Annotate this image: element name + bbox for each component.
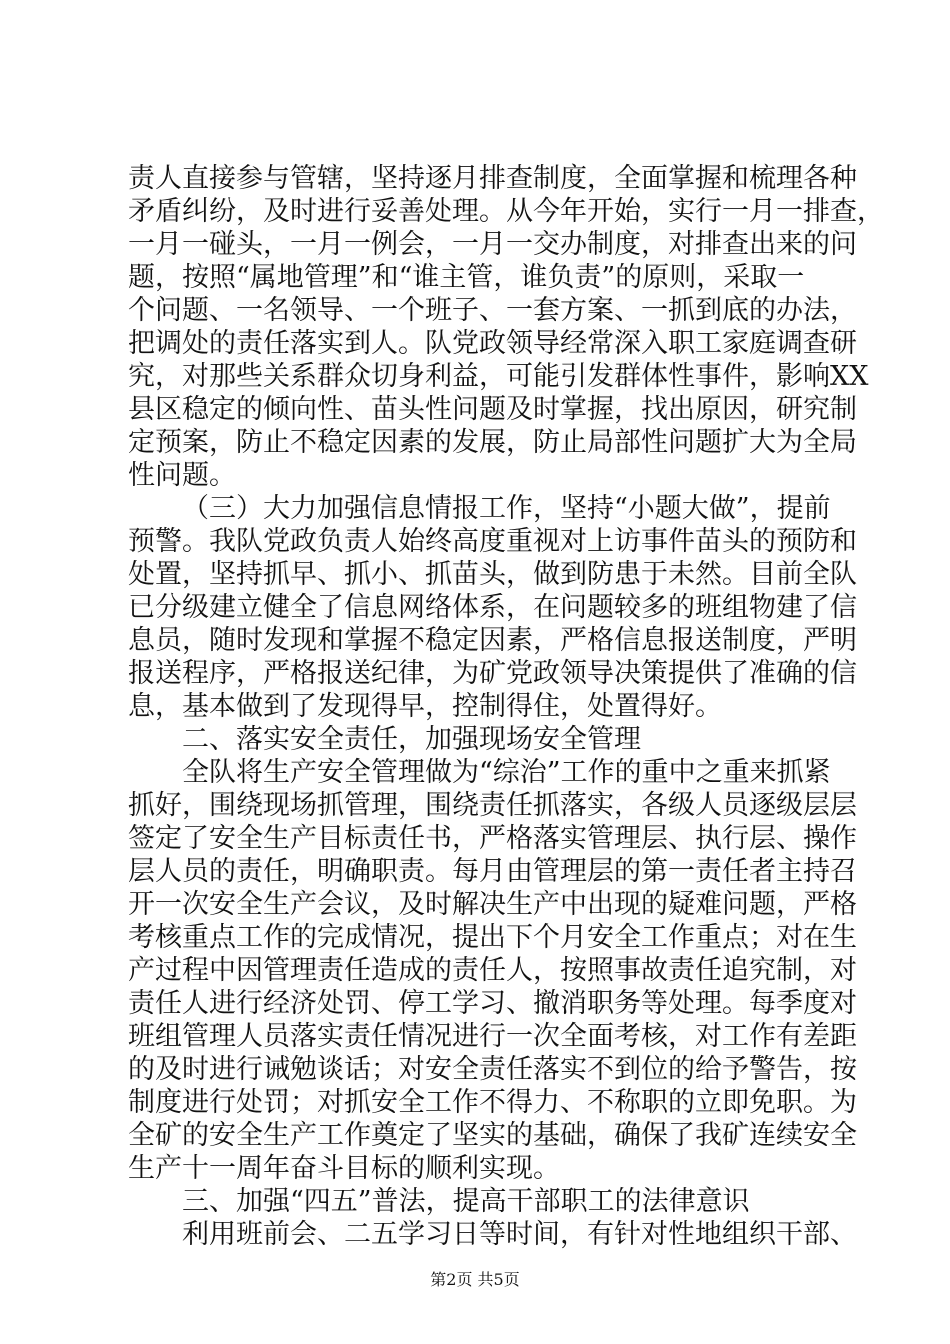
text-line: 已分级建立健全了信息网络体系，在问题较多的班组物建了信 (128, 592, 857, 623)
text-line: 抓好，围绕现场抓管理，围绕责任抓落实，各级人员逐级层层 (128, 790, 857, 821)
page-number: 第2页 共5页 (430, 1270, 520, 1289)
text-line: 报送程序，严格报送纪律，为矿党政领导决策提供了准确的信 (128, 658, 857, 689)
text-line: 产过程中因管理责任造成的责任人，按照事故责任追究制，对 (128, 955, 857, 986)
text-line: 究，对那些关系群众切身利益，可能引发群体性事件，影响XX (128, 361, 869, 392)
text-line: 考核重点工作的完成情况，提出下个月安全工作重点；对在生 (128, 922, 857, 953)
text-line: 责任人进行经济处罚、停工学习、撤消职务等处理。每季度对 (128, 988, 857, 1019)
text-line: 生产十一周年奋斗目标的顺利实现。 (128, 1153, 560, 1184)
text-line: 性问题。 (128, 460, 236, 491)
text-line: 的及时进行诫勉谈话；对安全责任落实不到位的给予警告，按 (128, 1054, 857, 1085)
text-line: 责人直接参与管辖，坚持逐月排查制度，全面掌握和梳理各种 (128, 163, 857, 194)
section-heading-3: （三）大力加强信息情报工作，坚持“小题大做”，提前 (182, 493, 831, 524)
text-line: 定预案，防止不稳定因素的发展，防止局部性问题扩大为全局 (128, 427, 857, 458)
document-body (128, 162, 884, 1251)
text-line: 制度进行处罚；对抓安全工作不得力、不称职的立即免职。为 (128, 1087, 857, 1118)
text-line: 开一次安全生产会议，及时解决生产中出现的疑难问题，严格 (128, 889, 857, 920)
text-line: 层人员的责任，明确职责。每月由管理层的第一责任者主持召 (128, 856, 857, 887)
text-line: 个问题、一名领导、一个班子、一套方案、一抓到底的办法， (128, 295, 857, 326)
section-heading-2: 二、落实安全责任，加强现场安全管理 (182, 724, 641, 755)
text-line: 班组管理人员落实责任情况进行一次全面考核，对工作有差距 (128, 1021, 857, 1052)
paragraph-start: 全队将生产安全管理做为“综治”工作的重中之重来抓紧 (182, 757, 831, 788)
page-footer (0, 1270, 950, 1290)
text-line: 处置，坚持抓早、抓小、抓苗头，做到防患于未然。目前全队 (128, 559, 857, 590)
text-line: 签定了安全生产目标责任书，严格落实管理层、执行层、操作 (128, 823, 857, 854)
text-line: 全矿的安全生产工作奠定了坚实的基础，确保了我矿连续安全 (128, 1120, 857, 1151)
text-line: 矛盾纠纷，及时进行妥善处理。从今年开始，实行一月一排查， (128, 196, 884, 227)
text-line: 预警。我队党政负责人始终高度重视对上访事件苗头的预防和 (128, 526, 857, 557)
text-line: 把调处的责任落实到人。队党政领导经常深入职工家庭调查研 (128, 328, 857, 359)
text-line: 息，基本做到了发现得早，控制得住，处置得好。 (128, 691, 722, 722)
paragraph-start: 利用班前会、二五学习日等时间，有针对性地组织干部、 (182, 1219, 857, 1250)
text-line: 县区稳定的倾向性、苗头性问题及时掌握，找出原因，研究制 (128, 394, 857, 425)
text-line: 息员，随时发现和掌握不稳定因素，严格信息报送制度，严明 (128, 625, 857, 656)
section-heading-3-law: 三、加强“四五”普法，提高干部职工的法律意识 (182, 1186, 750, 1217)
text-line: 题，按照“属地管理”和“谁主管，谁负责”的原则，采取一 (128, 262, 805, 293)
text-line: 一月一碰头，一月一例会，一月一交办制度，对排查出来的问 (128, 229, 857, 260)
